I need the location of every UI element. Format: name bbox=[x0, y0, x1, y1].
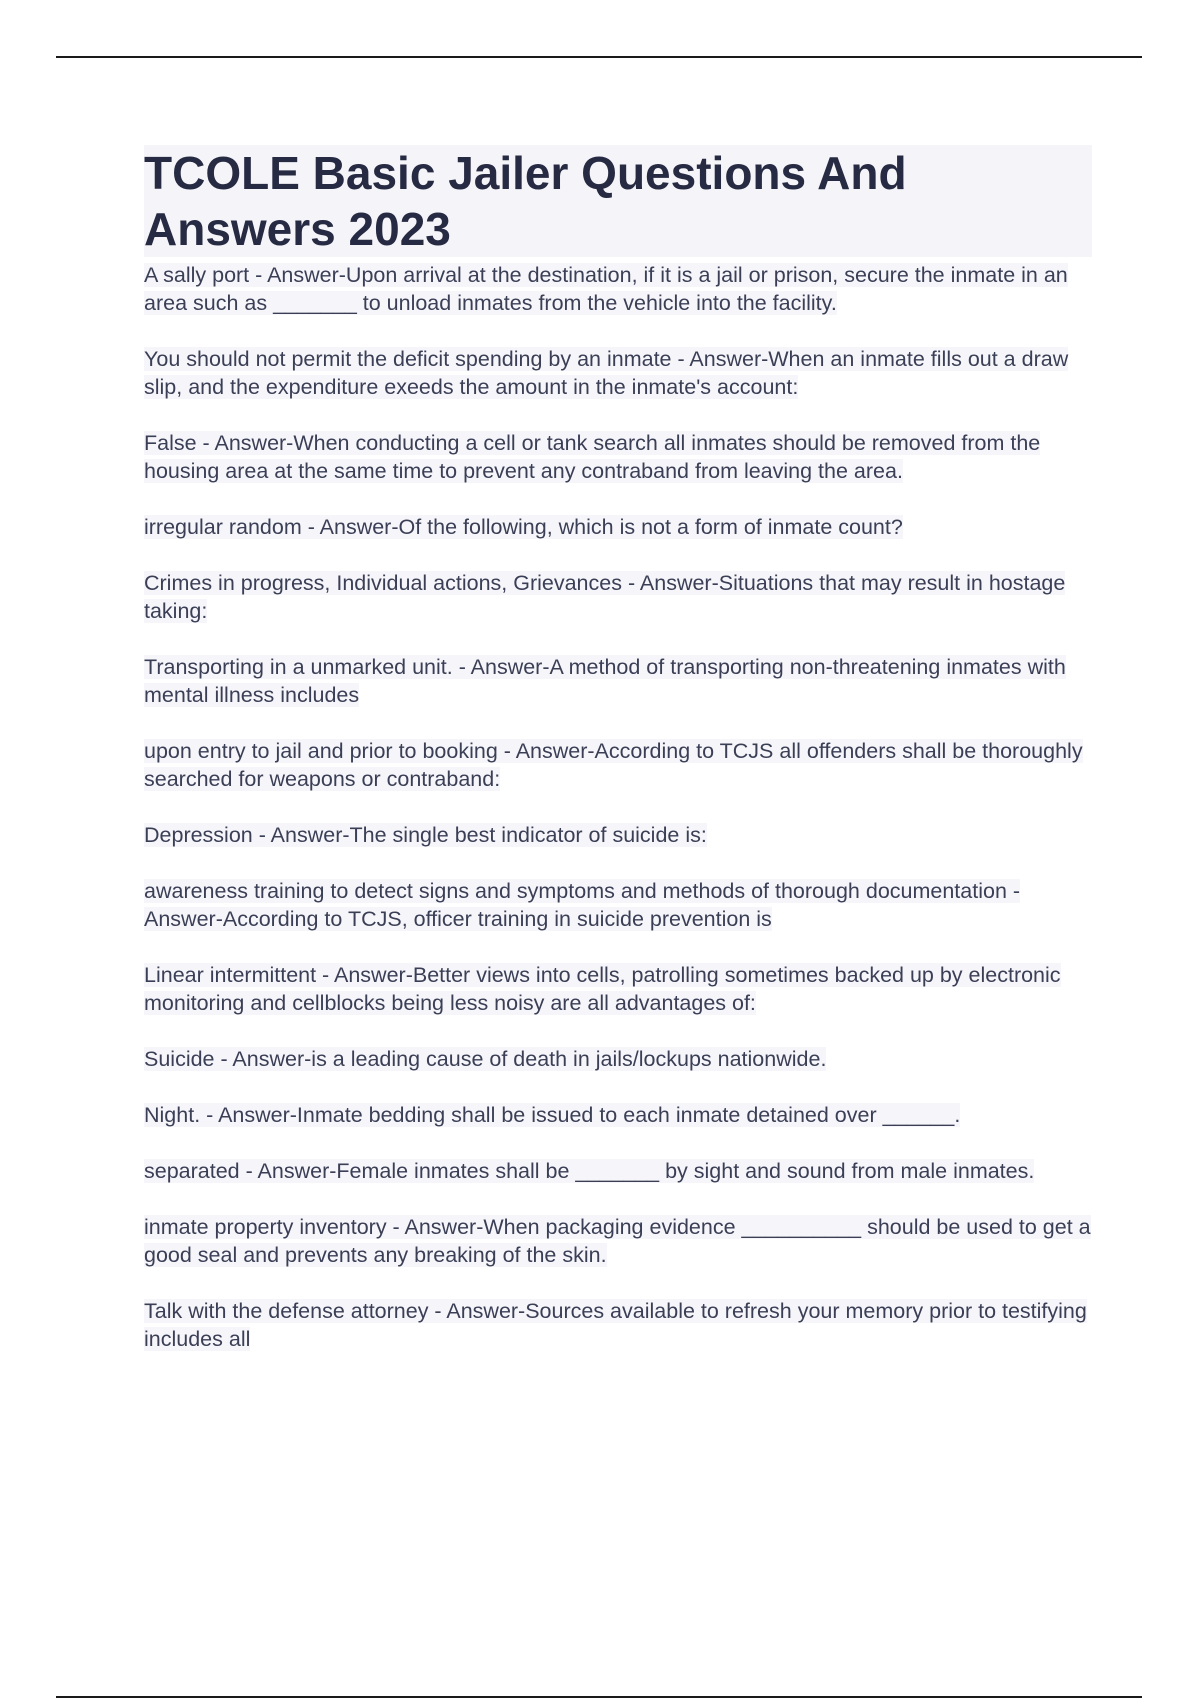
qa-item-text: Depression - Answer-The single best indicator of suicide is: bbox=[144, 823, 707, 847]
qa-item-text: A sally port - Answer-Upon arrival at the destination, if it is a jail or prison, secure the inmate in an area such as _______ to unload inmates from the vehicle into the facility. bbox=[144, 263, 1068, 315]
qa-item-text: False - Answer-When conducting a cell or tank search all inmates should be removed from the housing area at the same time to prevent any contraband from leaving the area. bbox=[144, 431, 1041, 483]
qa-item bbox=[144, 569, 1092, 625]
qa-item bbox=[144, 513, 1092, 541]
qa-item bbox=[144, 1213, 1092, 1269]
qa-item-text: Transporting in a unmarked unit. - Answer-A method of transporting non-threatening inmates with mental illness includes bbox=[144, 655, 1066, 707]
qa-item bbox=[144, 1101, 1092, 1129]
document-title: TCOLE Basic Jailer Questions And Answers 2023 bbox=[144, 147, 907, 255]
qa-item-text: Talk with the defense attorney - Answer-Sources available to refresh your memory prior to testifying includes all bbox=[144, 1299, 1087, 1351]
document-body bbox=[144, 145, 1092, 1381]
title-block bbox=[144, 145, 1092, 257]
qa-item bbox=[144, 1157, 1092, 1185]
qa-item-text: inmate property inventory - Answer-When packaging evidence __________ should be used to get a good seal and prevents any breaking of the skin. bbox=[144, 1215, 1091, 1267]
qa-item bbox=[144, 429, 1092, 485]
qa-item bbox=[144, 961, 1092, 1017]
qa-item-text: Linear intermittent - Answer-Better views into cells, patrolling sometimes backed up by electronic monitoring and cellblocks being less noisy are all advantages of: bbox=[144, 963, 1061, 1015]
qa-item-text: awareness training to detect signs and symptoms and methods of thorough documentation - Answer-According to TCJS, officer training in suicide prevention is bbox=[144, 879, 1021, 931]
qa-item bbox=[144, 1045, 1092, 1073]
bottom-rule bbox=[56, 1696, 1142, 1698]
qa-item-text: upon entry to jail and prior to booking - Answer-According to TCJS all offenders shall be thoroughly searched for weapons or contraband: bbox=[144, 739, 1083, 791]
top-rule bbox=[56, 56, 1142, 58]
qa-item-text: separated - Answer-Female inmates shall be _______ by sight and sound from male inmates. bbox=[144, 1159, 1035, 1183]
qa-item-text: irregular random - Answer-Of the following, which is not a form of inmate count? bbox=[144, 515, 903, 539]
qa-item bbox=[144, 261, 1092, 317]
qa-item-text: Night. - Answer-Inmate bedding shall be issued to each inmate detained over ______. bbox=[144, 1103, 961, 1127]
qa-item bbox=[144, 1297, 1092, 1353]
qa-item-text: Suicide - Answer-is a leading cause of death in jails/lockups nationwide. bbox=[144, 1047, 827, 1071]
qa-item-text: You should not permit the deficit spending by an inmate - Answer-When an inmate fills out a draw slip, and the expenditure exeeds the amount in the inmate's account: bbox=[144, 347, 1069, 399]
qa-item bbox=[144, 653, 1092, 709]
qa-item bbox=[144, 737, 1092, 793]
qa-item-text: Crimes in progress, Individual actions, Grievances - Answer-Situations that may result in hostage taking: bbox=[144, 571, 1066, 623]
qa-item bbox=[144, 821, 1092, 849]
qa-item bbox=[144, 877, 1092, 933]
qa-item bbox=[144, 345, 1092, 401]
